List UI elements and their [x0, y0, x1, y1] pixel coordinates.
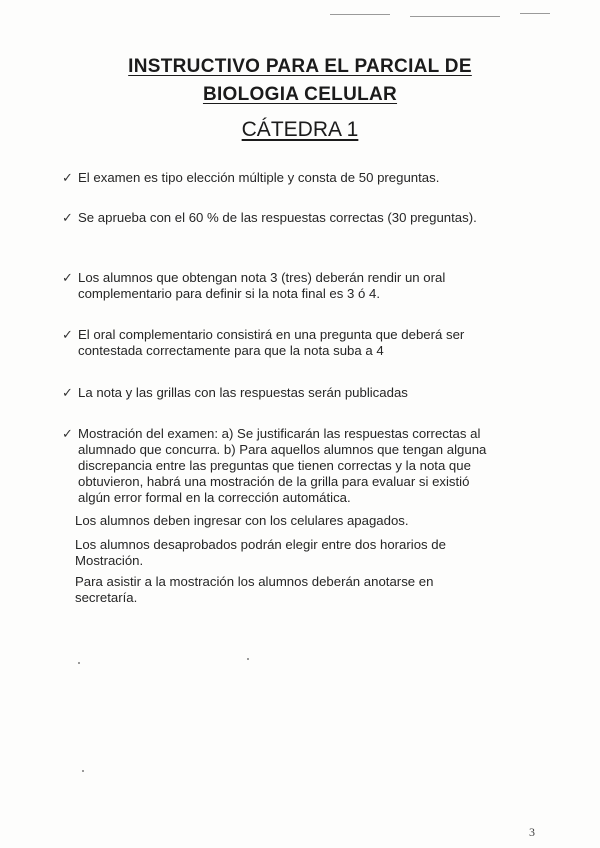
list-item-text: El oral complementario consistirá en una pregunta que deberá ser contestada correctamente para que la nota suba a 4 — [78, 327, 465, 358]
check-icon: ✓ — [62, 270, 73, 285]
document-title-line-1: INSTRUCTIVO PARA EL PARCIAL DE — [128, 56, 472, 77]
check-icon: ✓ — [62, 327, 73, 342]
paragraph: Para asistir a la mostración los alumnos deberán anotarse en secretaría. — [75, 574, 434, 605]
list-item — [62, 210, 502, 226]
list-item — [62, 385, 502, 401]
scan-artifact — [410, 16, 500, 17]
scan-artifact — [247, 658, 249, 660]
check-icon: ✓ — [62, 426, 73, 441]
document-title-line-2: BIOLOGIA CELULAR — [202, 84, 398, 105]
scan-artifact — [78, 662, 80, 664]
list-item-text: La nota y las grillas con las respuestas serán publicadas — [78, 385, 408, 400]
list-item — [62, 426, 502, 506]
check-icon: ✓ — [62, 210, 73, 225]
list-item — [62, 327, 502, 359]
scan-artifact — [520, 13, 550, 14]
scan-artifact — [330, 14, 390, 15]
list-item-text: El examen es tipo elección múltiple y consta de 50 preguntas. — [78, 170, 440, 185]
list-item-text: Los alumnos que obtengan nota 3 (tres) deberán rendir un oral complementario para definir si la nota final es 3 ó 4. — [78, 270, 446, 301]
list-item-text: Se aprueba con el 60 % de las respuestas correctas (30 preguntas). — [78, 210, 477, 225]
list-item-text: Mostración del examen: a) Se justificarán las respuestas correctas al alumnado que concurra. b) Para aquellos alumnos que tengan alguna discrepancia entre las preguntas que tienen correctas y la nota que obtuvieron, habrá una mostración de la grilla para evaluar si existió algún error formal en la corrección automática. — [78, 426, 487, 505]
paragraph: Los alumnos desaprobados podrán elegir entre dos horarios de Mostración. — [75, 537, 446, 568]
document-subtitle: CÁTEDRA 1 — [241, 118, 359, 141]
scan-artifact — [82, 770, 84, 772]
check-icon: ✓ — [62, 170, 73, 185]
page-number: 3 — [529, 825, 535, 839]
check-icon: ✓ — [62, 385, 73, 400]
list-item — [62, 170, 502, 186]
paragraph: Los alumnos deben ingresar con los celulares apagados. — [75, 513, 409, 528]
list-item — [62, 270, 502, 302]
